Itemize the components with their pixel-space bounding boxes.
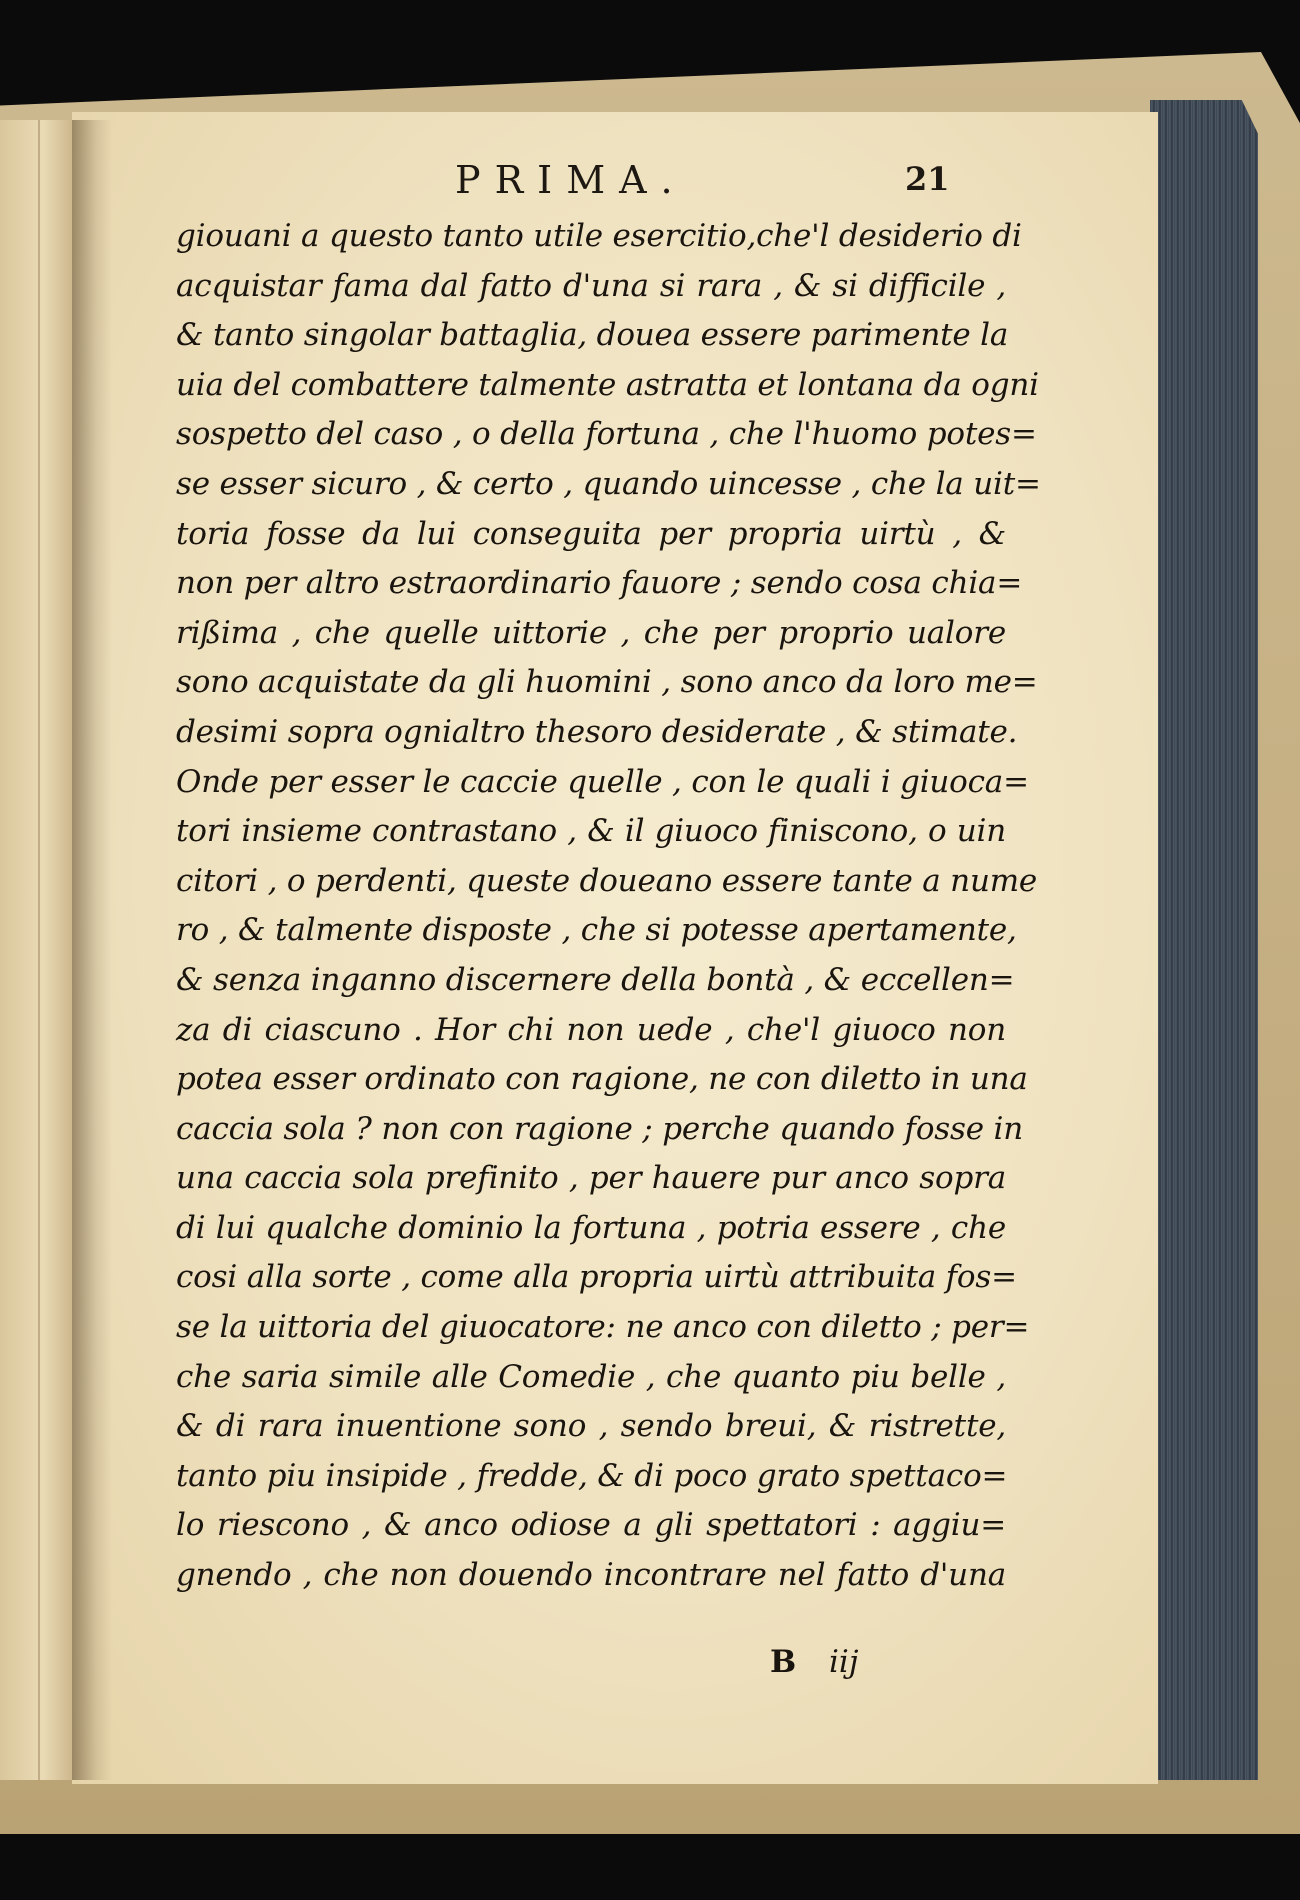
text-line: di lui qualche dominio la fortuna , potria essere , che [176, 1209, 1006, 1246]
text-line: sono acquistate da gli huomini , sono anco da loro me= [176, 664, 1038, 701]
running-head-title: PRIMA. [455, 158, 687, 202]
body-text [176, 212, 1041, 1601]
text-line: se la uittoria del giuocatore: ne anco con diletto ; per= [176, 1309, 1030, 1346]
running-head [0, 150, 1300, 210]
signature-letter: B [770, 1644, 797, 1680]
text-line: & senza inganno discernere della bontà , & eccellen= [176, 961, 1015, 998]
page-edges [1150, 100, 1258, 1780]
text-line: caccia sola ? non con ragione ; perche quando fosse in [176, 1110, 1023, 1147]
text-line: rißima , che quelle uittorie , che per proprio ualore [176, 614, 1006, 651]
text-line: za di ciascuno . Hor chi non uede , che'l giuoco non [176, 1011, 1006, 1048]
text-line: toria fosse da lui conseguita per propria uirtù , & [176, 515, 1006, 552]
signature-leaf: iij [829, 1644, 859, 1680]
text-line: non per altro estraordinario fauore ; sendo cosa chia= [176, 565, 1023, 602]
text-line: gnendo , che non douendo incontrare nel fatto d'una [176, 1557, 1006, 1594]
signature-mark [0, 1644, 1300, 1694]
text-line: Onde per esser le caccie quelle , con le quali i giuoca= [176, 763, 1029, 800]
text-line: cosi alla sorte , come alla propria uirtù attribuita fos= [176, 1259, 1017, 1296]
text-line: se esser sicuro , & certo , quando uincesse , che la uit= [176, 465, 1041, 502]
gathering-signature [770, 1644, 858, 1680]
left-page-fold [38, 120, 40, 1780]
text-line: una caccia sola prefinito , per hauere pur anco sopra [176, 1160, 1006, 1197]
text-line: uia del combattere talmente astratta et lontana da ogni [176, 366, 1039, 403]
text-line: & tanto singolar battaglia, douea essere parimente la [176, 317, 1009, 354]
text-line: sospetto del caso , o della fortuna , che l'huomo potes= [176, 416, 1037, 453]
text-line: ro , & talmente disposte , che si potesse apertamente, [176, 912, 1017, 949]
text-line: desimi sopra ognialtro thesoro desiderate , & stimate. [176, 713, 1018, 750]
text-line: che saria simile alle Comedie , che quanto piu belle , [176, 1358, 1006, 1395]
text-line: & di rara inuentione sono , sendo breui, & ristrette, [176, 1408, 1006, 1445]
text-line: tanto piu insipide , fredde, & di poco grato spettaco= [176, 1457, 1008, 1494]
text-line: acquistar fama dal fatto d'una si rara , & si difficile , [176, 267, 1006, 304]
text-line: citori , o perdenti, queste doueano essere tante a nume [176, 862, 1038, 899]
page-number: 21 [905, 160, 950, 198]
gutter-shadow [72, 120, 112, 1780]
text-line: tori insieme contrastano , & il giuoco finiscono, o uin [176, 813, 1006, 850]
text-line: giouani a questo tanto utile esercitio,che'l desiderio di [176, 218, 1022, 254]
left-page-edge [0, 120, 78, 1780]
text-line: potea esser ordinato con ragione, ne con diletto in una [176, 1061, 1028, 1098]
text-line: lo riescono , & anco odiose a gli spettatori : aggiu= [176, 1507, 1006, 1544]
